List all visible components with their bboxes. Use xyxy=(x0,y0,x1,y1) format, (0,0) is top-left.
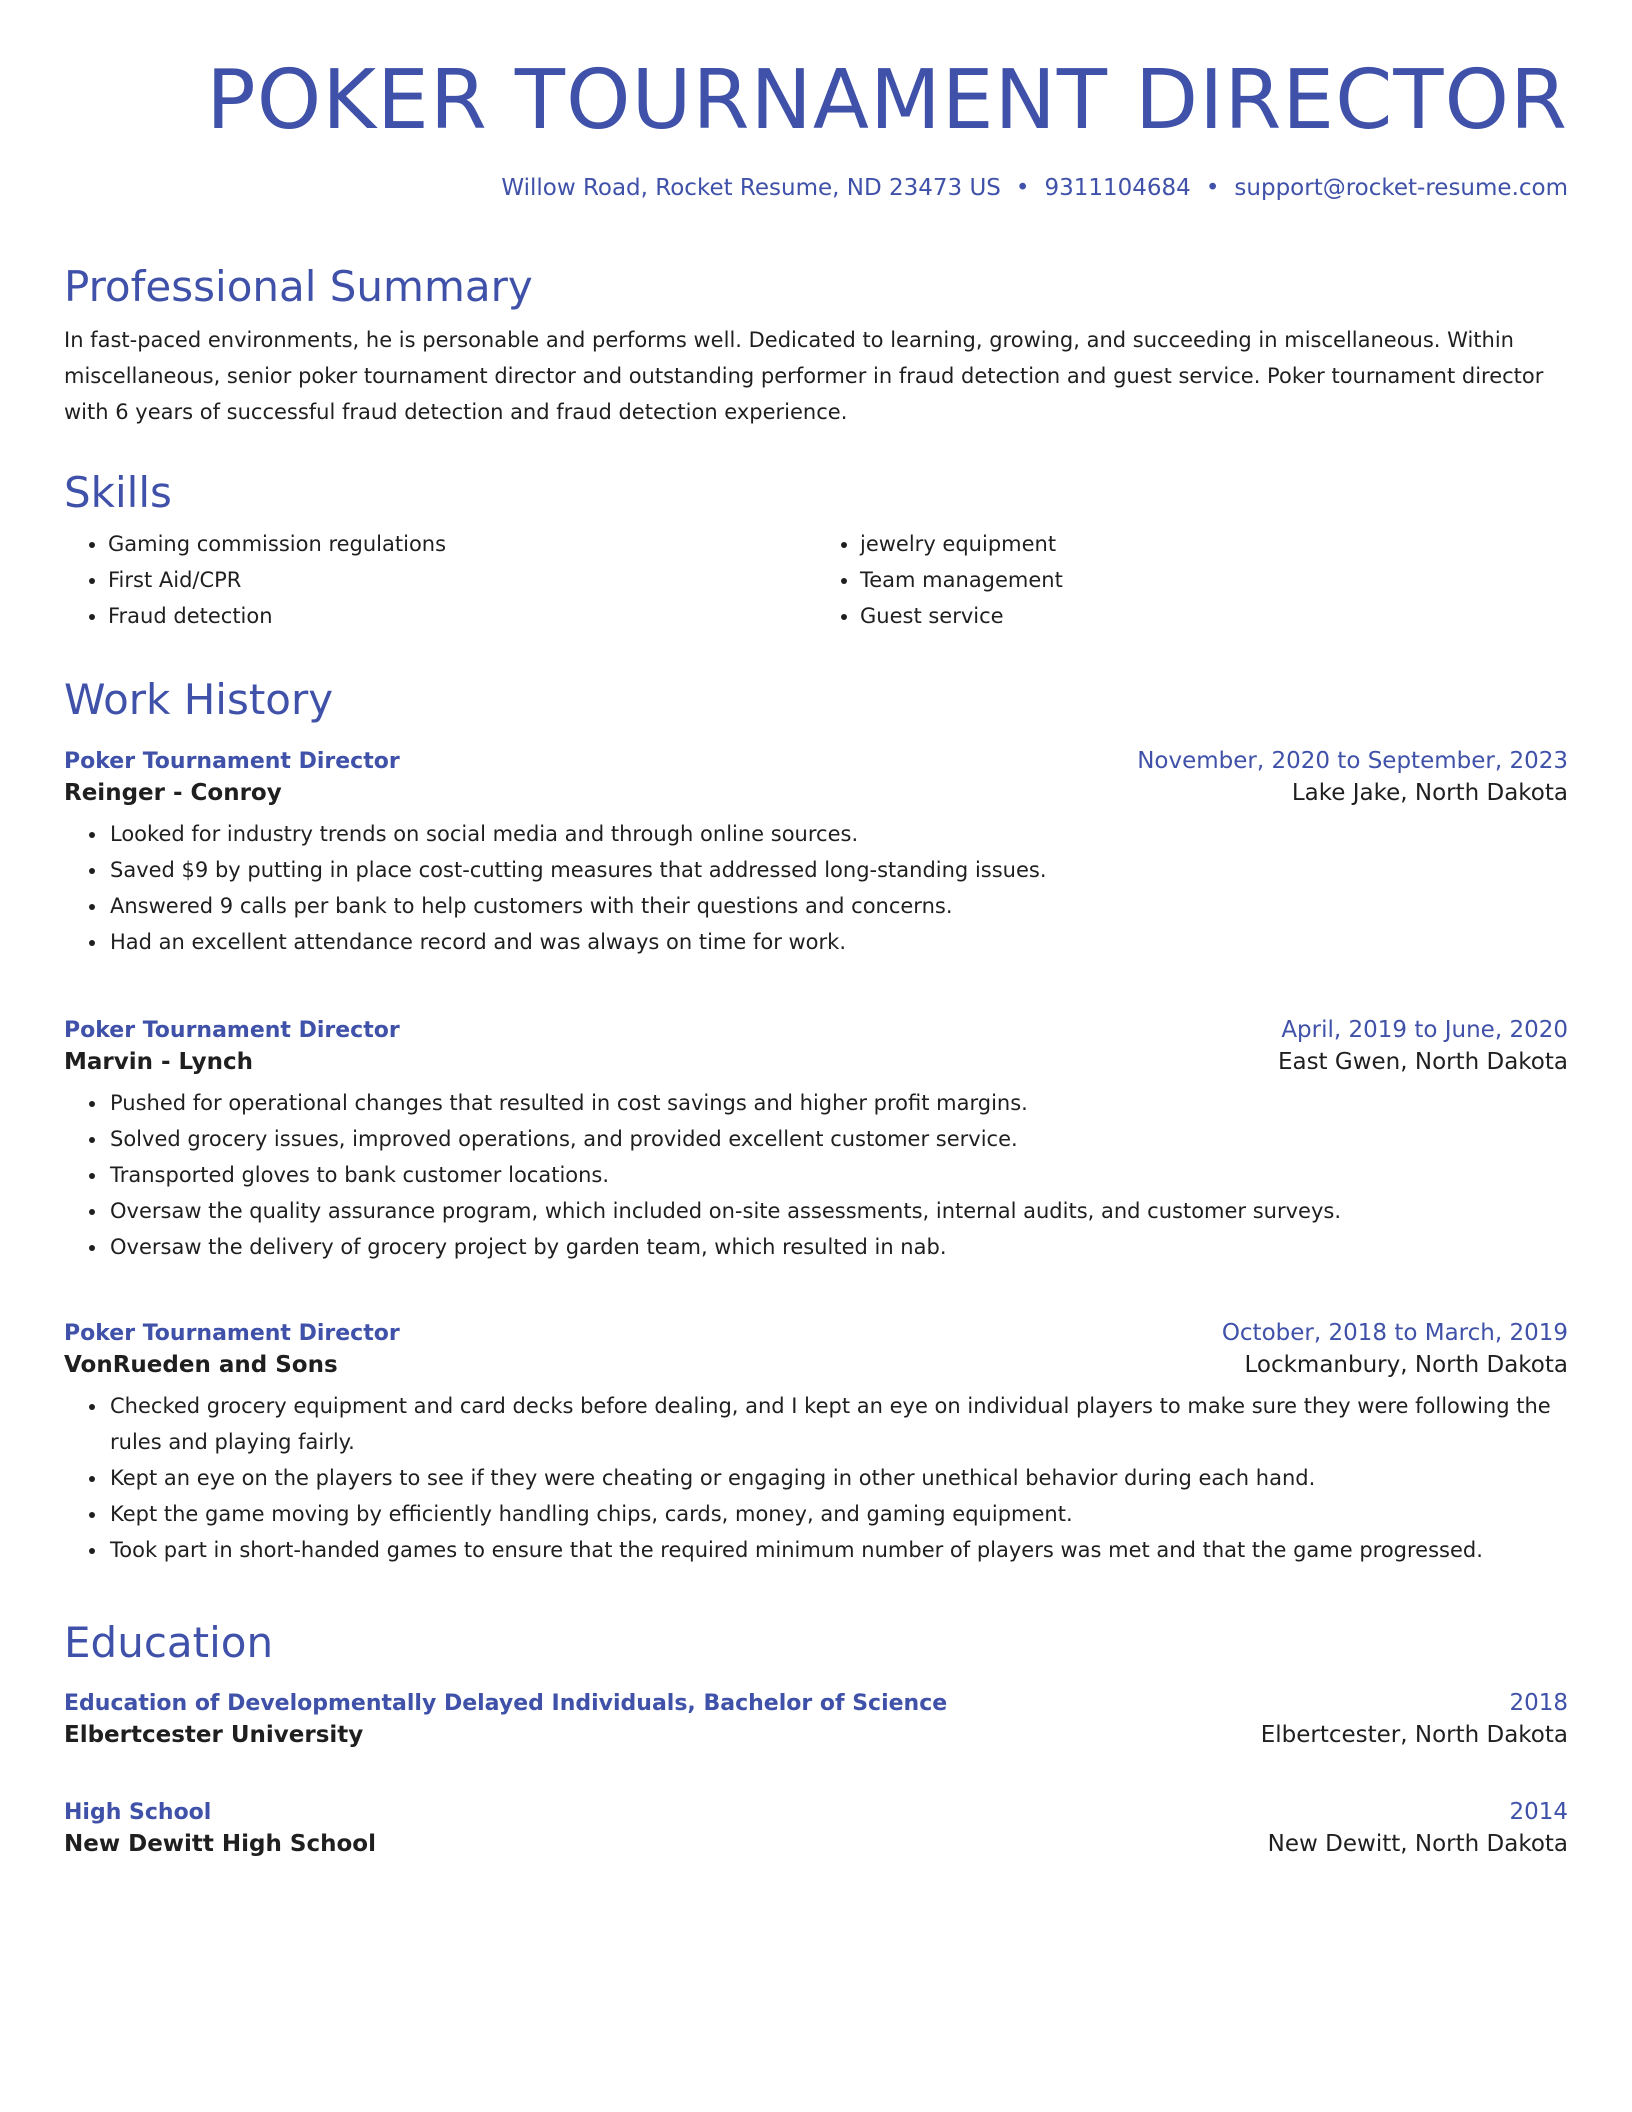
job-bullet: • Kept the game moving by efficiently handling chips, cards, money, and gaming equipment. xyxy=(108,1496,1568,1532)
company-name: Reinger - Conroy xyxy=(64,780,282,806)
job-bullet: • Had an excellent attendance record and was always on time for work. xyxy=(108,924,1568,960)
job-header-row xyxy=(64,1017,1568,1043)
job-location: Lake Jake, North Dakota xyxy=(1291,780,1568,806)
school-location: Elbertcester, North Dakota xyxy=(1260,1722,1568,1748)
job-entry xyxy=(64,1320,1568,1568)
job-bullet: • Looked for industry trends on social media and through online sources. xyxy=(108,816,1568,852)
job-bullet: • Transported gloves to bank customer locations. xyxy=(108,1157,1568,1193)
job-title: Poker Tournament Director xyxy=(64,749,400,774)
job-header-row xyxy=(64,1320,1568,1346)
separator: • xyxy=(1015,175,1030,201)
job-header-row xyxy=(64,748,1568,774)
job-location: East Gwen, North Dakota xyxy=(1277,1049,1568,1075)
job-entry xyxy=(64,1017,1568,1265)
email-link[interactable]: support@rocket-resume.com xyxy=(1234,175,1568,201)
degree: Education of Developmentally Delayed Individuals, Bachelor of Science xyxy=(64,1691,948,1716)
education-header-row xyxy=(64,1799,1568,1825)
job-dates: April, 2019 to June, 2020 xyxy=(1281,1017,1568,1043)
skills-columns xyxy=(64,526,1568,634)
graduation-year: 2018 xyxy=(1509,1690,1568,1716)
job-dates: November, 2020 to September, 2023 xyxy=(1137,748,1568,774)
job-bullets xyxy=(64,1388,1568,1568)
job-bullet: • Saved $9 by putting in place cost-cutting measures that addressed long-standing issues. xyxy=(108,852,1568,888)
job-bullet: • Took part in short-handed games to ensure that the required minimum number of players was met and that the game progressed. xyxy=(108,1532,1568,1568)
job-company-row xyxy=(64,780,1568,806)
school-location: New Dewitt, North Dakota xyxy=(1267,1831,1568,1857)
school-name: New Dewitt High School xyxy=(64,1831,376,1857)
job-bullet: • Oversaw the quality assurance program, which included on-site assessments, internal audits, and customer surveys. xyxy=(108,1193,1568,1229)
education-header-row xyxy=(64,1690,1568,1716)
skill-item: • First Aid/CPR xyxy=(108,562,816,598)
skill-item: • Fraud detection xyxy=(108,598,816,634)
skill-item: • Gaming commission regulations xyxy=(108,526,816,562)
school-name: Elbertcester University xyxy=(64,1722,364,1748)
resume-name: POKER TOURNAMENT DIRECTOR xyxy=(206,53,1568,148)
company-name: Marvin - Lynch xyxy=(64,1049,254,1075)
resume-page xyxy=(64,0,1568,2112)
skills-section xyxy=(64,468,1568,634)
education-entry xyxy=(64,1799,1568,1857)
job-bullet: • Pushed for operational changes that resulted in cost savings and higher profit margins. xyxy=(108,1085,1568,1121)
job-bullet: • Kept an eye on the players to see if they were cheating or engaging in other unethical behavior during each hand. xyxy=(108,1460,1568,1496)
job-bullet: • Oversaw the delivery of grocery project by garden team, which resulted in nab. xyxy=(108,1229,1568,1265)
job-bullet: • Solved grocery issues, improved operations, and provided excellent customer service. xyxy=(108,1121,1568,1157)
skills-right-column xyxy=(816,526,1568,634)
job-location: Lockmanbury, North Dakota xyxy=(1244,1352,1568,1378)
skill-item: • Team management xyxy=(860,562,1568,598)
section-title-skills: Skills xyxy=(64,468,172,517)
job-bullets xyxy=(64,816,1568,960)
job-entry xyxy=(64,748,1568,960)
job-dates: October, 2018 to March, 2019 xyxy=(1221,1320,1568,1346)
education-entry xyxy=(64,1690,1568,1748)
job-bullets xyxy=(64,1085,1568,1265)
contact-line xyxy=(64,175,1568,201)
degree: High School xyxy=(64,1800,212,1825)
education-school-row xyxy=(64,1722,1568,1748)
summary-text: In fast-paced environments, he is personable and performs well. Dedicated to learning, growing, and succeeding in miscellaneous. Within miscellaneous, senior poker tournament director and outstanding performer in fraud detection and guest service. Poker tournament director with 6 years of successful fraud detection and fraud detection experience. xyxy=(64,328,1544,425)
professional-summary-section xyxy=(64,262,1568,430)
job-title: Poker Tournament Director xyxy=(64,1321,400,1346)
job-company-row xyxy=(64,1352,1568,1378)
job-bullet: • Answered 9 calls per bank to help customers with their questions and concerns. xyxy=(108,888,1568,924)
education-school-row xyxy=(64,1831,1568,1857)
company-name: VonRueden and Sons xyxy=(64,1352,338,1378)
section-title-summary: Professional Summary xyxy=(64,262,533,311)
skills-left-column xyxy=(64,526,816,634)
separator: • xyxy=(1205,175,1220,201)
job-company-row xyxy=(64,1049,1568,1075)
graduation-year: 2014 xyxy=(1509,1799,1568,1825)
skill-item: • jewelry equipment xyxy=(860,526,1568,562)
phone: 9311104684 xyxy=(1044,175,1191,201)
skill-item: • Guest service xyxy=(860,598,1568,634)
section-title-education: Education xyxy=(64,1618,274,1667)
job-bullet: • Checked grocery equipment and card decks before dealing, and I kept an eye on individual players to make sure they were following the rules and playing fairly. xyxy=(108,1388,1568,1460)
section-title-work-history: Work History xyxy=(64,675,334,724)
address: Willow Road, Rocket Resume, ND 23473 US xyxy=(501,175,1001,201)
job-title: Poker Tournament Director xyxy=(64,1018,400,1043)
